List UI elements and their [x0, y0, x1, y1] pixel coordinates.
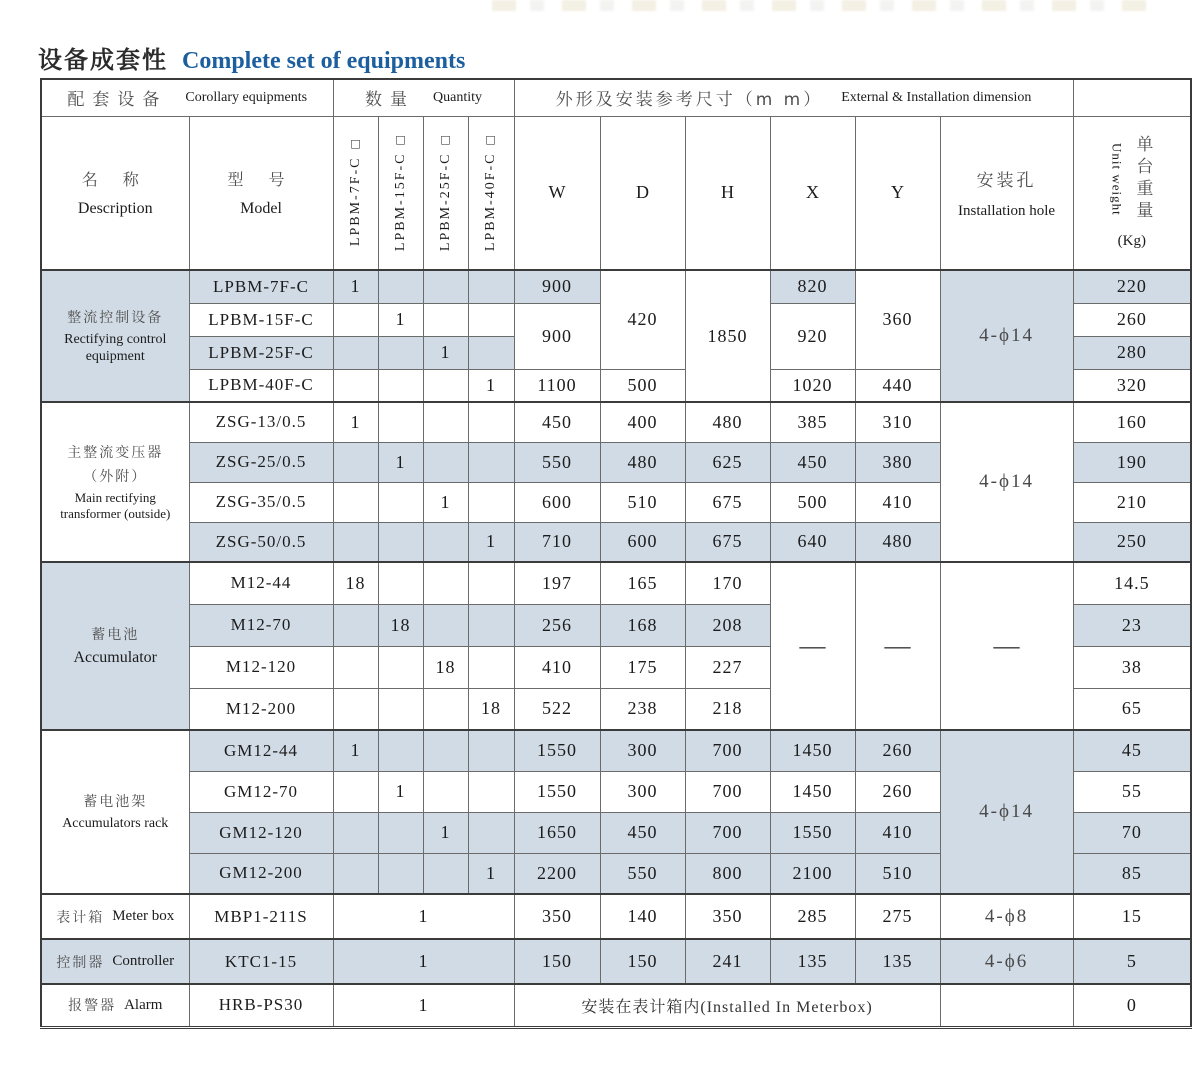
col-header-weight-en: Unit weight	[1109, 142, 1125, 216]
qty-cell: 1	[468, 853, 514, 894]
qty-cell: 1	[378, 771, 423, 812]
col-header-qty-lpbm40: LPBM-40F-C □	[468, 116, 514, 270]
dim-w-cell: 1550	[514, 771, 600, 812]
section-name-rack: 蓄电池架 Accumulators rack	[41, 730, 189, 894]
qty-cell: 1	[333, 939, 514, 984]
header-dimensions-en: External & Installation dimension	[841, 89, 1032, 105]
col-header-weight-unit: (Kg)	[1117, 233, 1146, 250]
qty-cell	[423, 442, 468, 482]
qty-cell	[423, 270, 468, 303]
model-cell: ZSG-50/0.5	[189, 522, 333, 562]
model-cell: HRB-PS30	[189, 984, 333, 1027]
col-header-qty-lpbm7: LPBM-7F-C □	[333, 116, 378, 270]
model-cell: LPBM-25F-C	[189, 336, 333, 369]
dim-d-cell: 510	[600, 482, 685, 522]
weight-cell: 260	[1073, 303, 1191, 336]
dim-x-cell: 2100	[770, 853, 855, 894]
dim-h-cell: 800	[685, 853, 770, 894]
weight-cell: 55	[1073, 771, 1191, 812]
dim-w-cell: 410	[514, 646, 600, 688]
dim-d-cell: 300	[600, 771, 685, 812]
dim-w-cell: 2200	[514, 853, 600, 894]
qty-cell	[423, 771, 468, 812]
qty-cell	[333, 369, 378, 402]
dim-w-cell: 710	[514, 522, 600, 562]
qty-cell: 1	[333, 894, 514, 939]
qty-cell	[378, 688, 423, 730]
model-cell: M12-200	[189, 688, 333, 730]
dim-y-cell: 440	[855, 369, 940, 402]
dim-d-cell: 168	[600, 604, 685, 646]
weight-cell: 15	[1073, 894, 1191, 939]
dim-d-cell: 600	[600, 522, 685, 562]
qty-cell	[333, 771, 378, 812]
dim-x-cell: 820	[770, 270, 855, 303]
qty-cell	[333, 303, 378, 336]
dim-x-cell: 385	[770, 402, 855, 442]
dim-y-cell: 260	[855, 730, 940, 771]
dim-h-cell: 675	[685, 482, 770, 522]
col-header-model-en: Model	[240, 200, 282, 218]
qty-cell: 18	[468, 688, 514, 730]
qty-cell	[333, 482, 378, 522]
qty-cell	[468, 646, 514, 688]
col-header-qty-lpbm25: LPBM-25F-C □	[423, 116, 468, 270]
dim-w-cell: 900	[514, 270, 600, 303]
dim-y-cell: 510	[855, 853, 940, 894]
qty-cell	[333, 688, 378, 730]
qty-cell	[468, 604, 514, 646]
col-header-weight-zh: 单台重量	[1132, 135, 1153, 224]
section-name-rectifying: 整流控制设备 Rectifying control equipment	[41, 270, 189, 402]
weight-cell: 250	[1073, 522, 1191, 562]
header-dimensions	[514, 79, 1073, 116]
alarm-install-note: 安装在表计箱内(Installed In Meterbox)	[514, 984, 940, 1027]
dim-y-cell: 360	[855, 270, 940, 369]
model-cell: LPBM-40F-C	[189, 369, 333, 402]
qty-cell	[423, 303, 468, 336]
dim-x-cell: 1450	[770, 771, 855, 812]
dim-h-cell: 480	[685, 402, 770, 442]
header-corollary	[41, 79, 333, 116]
qty-cell	[333, 604, 378, 646]
dim-w-cell: 150	[514, 939, 600, 984]
page-title	[38, 40, 465, 75]
model-cell: M12-70	[189, 604, 333, 646]
qty-cell	[423, 562, 468, 604]
qty-cell	[333, 522, 378, 562]
dim-x-dash: —	[770, 562, 855, 730]
qty-cell	[423, 688, 468, 730]
dim-y-cell: 410	[855, 812, 940, 853]
qty-cell: 1	[468, 369, 514, 402]
dim-d-cell: 175	[600, 646, 685, 688]
dim-x-cell: 1550	[770, 812, 855, 853]
qty-cell	[378, 270, 423, 303]
qty-cell	[423, 369, 468, 402]
weight-cell: 38	[1073, 646, 1191, 688]
page-title-en: Complete set of equipments	[182, 48, 466, 74]
hole-cell: 4-ϕ14	[940, 402, 1073, 562]
row-label-alarm: 报警器 Alarm	[41, 984, 189, 1027]
weight-cell: 320	[1073, 369, 1191, 402]
dim-w-cell: 522	[514, 688, 600, 730]
hole-cell: 4-ϕ14	[940, 730, 1073, 894]
model-cell: ZSG-25/0.5	[189, 442, 333, 482]
dim-w-cell: 450	[514, 402, 600, 442]
dim-y-cell: 410	[855, 482, 940, 522]
qty-cell	[468, 442, 514, 482]
qty-cell: 1	[378, 303, 423, 336]
header-weight-spacer	[1073, 79, 1191, 116]
header-quantity-en: Quantity	[433, 89, 483, 105]
qty-cell	[468, 812, 514, 853]
model-cell: GM12-120	[189, 812, 333, 853]
weight-cell: 5	[1073, 939, 1191, 984]
section-name-accumulator: 蓄电池 Accumulator	[41, 562, 189, 730]
qty-cell: 1	[333, 984, 514, 1027]
qty-cell	[333, 646, 378, 688]
dim-d-cell: 140	[600, 894, 685, 939]
dim-h-cell: 170	[685, 562, 770, 604]
dim-h-cell: 227	[685, 646, 770, 688]
dim-x-cell: 135	[770, 939, 855, 984]
dim-w-cell: 900	[514, 303, 600, 369]
weight-cell: 45	[1073, 730, 1191, 771]
dim-h-cell: 208	[685, 604, 770, 646]
weight-cell: 23	[1073, 604, 1191, 646]
dim-h-cell: 625	[685, 442, 770, 482]
qty-cell: 1	[423, 482, 468, 522]
weight-cell: 0	[1073, 984, 1191, 1027]
dim-x-cell: 450	[770, 442, 855, 482]
dim-w-cell: 1650	[514, 812, 600, 853]
qty-cell	[468, 771, 514, 812]
col-header-description	[41, 116, 189, 270]
dim-h-cell: 700	[685, 812, 770, 853]
col-header-description-en: Description	[77, 200, 153, 218]
col-header-w: W	[514, 116, 600, 270]
dim-w-cell: 1550	[514, 730, 600, 771]
qty-cell: 1	[378, 442, 423, 482]
model-cell: M12-44	[189, 562, 333, 604]
model-cell: GM12-70	[189, 771, 333, 812]
dim-w-cell: 197	[514, 562, 600, 604]
qty-cell	[378, 482, 423, 522]
qty-cell	[468, 730, 514, 771]
dim-h-cell: 241	[685, 939, 770, 984]
dim-x-cell: 1450	[770, 730, 855, 771]
section-name-transformer: 主整流变压器 （外附） Main rectifying transformer (outside)	[41, 402, 189, 562]
col-header-qty-lpbm15: LPBM-15F-C □	[378, 116, 423, 270]
dim-w-cell: 350	[514, 894, 600, 939]
col-header-d: D	[600, 116, 685, 270]
qty-cell	[378, 369, 423, 402]
dim-h-cell: 350	[685, 894, 770, 939]
dim-h-cell: 700	[685, 771, 770, 812]
dim-w-cell: 600	[514, 482, 600, 522]
header-dimensions-zh: 外形及安装参考尺寸（m m）	[555, 90, 824, 111]
hole-cell: 4-ϕ14	[940, 270, 1073, 402]
col-header-model	[189, 116, 333, 270]
col-header-hole	[940, 116, 1073, 270]
model-cell: LPBM-7F-C	[189, 270, 333, 303]
dim-d-cell: 300	[600, 730, 685, 771]
row-label-controller: 控制器 Controller	[41, 939, 189, 984]
qty-cell	[378, 646, 423, 688]
weight-cell: 190	[1073, 442, 1191, 482]
col-header-x: X	[770, 116, 855, 270]
qty-cell	[378, 522, 423, 562]
qty-cell	[468, 336, 514, 369]
qty-cell	[333, 853, 378, 894]
qty-cell	[468, 482, 514, 522]
model-cell: MBP1-211S	[189, 894, 333, 939]
dim-y-cell: 310	[855, 402, 940, 442]
dim-x-cell: 920	[770, 303, 855, 369]
qty-cell: 1	[333, 270, 378, 303]
dim-x-cell: 1020	[770, 369, 855, 402]
qty-cell	[423, 730, 468, 771]
dim-d-cell: 150	[600, 939, 685, 984]
qty-cell	[333, 336, 378, 369]
dim-h-cell: 675	[685, 522, 770, 562]
col-header-model-zh: 型 号	[227, 170, 295, 190]
weight-cell: 210	[1073, 482, 1191, 522]
page-title-zh: 设备成套性	[38, 46, 168, 74]
dim-d-cell: 420	[600, 270, 685, 369]
qty-cell	[468, 402, 514, 442]
dim-w-cell: 1100	[514, 369, 600, 402]
row-label-meterbox: 表计箱 Meter box	[41, 894, 189, 939]
cropped-header-remnant	[492, 0, 1152, 11]
qty-cell	[423, 402, 468, 442]
model-cell: LPBM-15F-C	[189, 303, 333, 336]
dim-x-cell: 640	[770, 522, 855, 562]
header-quantity	[333, 79, 514, 116]
qty-cell	[378, 336, 423, 369]
dim-y-cell: 380	[855, 442, 940, 482]
dim-d-cell: 238	[600, 688, 685, 730]
qty-cell: 1	[423, 812, 468, 853]
qty-cell	[468, 562, 514, 604]
dim-d-cell: 400	[600, 402, 685, 442]
model-cell: GM12-44	[189, 730, 333, 771]
qty-cell	[333, 442, 378, 482]
qty-cell: 1	[333, 402, 378, 442]
hole-cell: 4-ϕ8	[940, 894, 1073, 939]
dim-w-cell: 256	[514, 604, 600, 646]
qty-cell	[468, 303, 514, 336]
qty-cell: 18	[333, 562, 378, 604]
weight-cell: 70	[1073, 812, 1191, 853]
qty-cell	[378, 562, 423, 604]
header-corollary-en: Corollary equipments	[185, 89, 308, 105]
dim-d-cell: 165	[600, 562, 685, 604]
weight-cell: 160	[1073, 402, 1191, 442]
col-header-h: H	[685, 116, 770, 270]
dim-d-cell: 500	[600, 369, 685, 402]
dim-d-cell: 550	[600, 853, 685, 894]
qty-cell	[378, 853, 423, 894]
weight-cell: 220	[1073, 270, 1191, 303]
equipment-table	[40, 78, 1192, 1029]
model-cell: KTC1-15	[189, 939, 333, 984]
dim-y-dash: —	[855, 562, 940, 730]
qty-cell: 1	[423, 336, 468, 369]
qty-cell: 1	[468, 522, 514, 562]
qty-cell: 1	[333, 730, 378, 771]
col-header-description-zh: 名 称	[81, 170, 149, 190]
dim-h-cell: 700	[685, 730, 770, 771]
dim-y-cell: 480	[855, 522, 940, 562]
dim-w-cell: 550	[514, 442, 600, 482]
qty-cell	[378, 402, 423, 442]
model-cell: GM12-200	[189, 853, 333, 894]
qty-cell	[423, 853, 468, 894]
weight-cell: 280	[1073, 336, 1191, 369]
qty-cell	[333, 812, 378, 853]
col-header-hole-en: Installation hole	[958, 202, 1056, 219]
model-cell: ZSG-13/0.5	[189, 402, 333, 442]
qty-cell	[468, 270, 514, 303]
qty-cell	[423, 604, 468, 646]
col-header-y: Y	[855, 116, 940, 270]
qty-cell: 18	[378, 604, 423, 646]
dim-h-cell: 218	[685, 688, 770, 730]
col-header-weight	[1073, 116, 1191, 270]
qty-cell	[423, 522, 468, 562]
header-quantity-zh: 数量	[365, 90, 416, 111]
hole-cell	[940, 984, 1073, 1027]
dim-h-cell: 1850	[685, 270, 770, 402]
hole-dash: —	[940, 562, 1073, 730]
dim-x-cell: 285	[770, 894, 855, 939]
header-corollary-zh: 配套设备	[67, 90, 168, 111]
model-cell: M12-120	[189, 646, 333, 688]
weight-cell: 14.5	[1073, 562, 1191, 604]
qty-cell	[378, 812, 423, 853]
qty-cell: 18	[423, 646, 468, 688]
dim-x-cell: 500	[770, 482, 855, 522]
qty-cell	[378, 730, 423, 771]
weight-cell: 65	[1073, 688, 1191, 730]
dim-d-cell: 450	[600, 812, 685, 853]
col-header-hole-zh: 安装孔	[976, 170, 1037, 191]
model-cell: ZSG-35/0.5	[189, 482, 333, 522]
dim-y-cell: 135	[855, 939, 940, 984]
dim-d-cell: 480	[600, 442, 685, 482]
dim-y-cell: 275	[855, 894, 940, 939]
weight-cell: 85	[1073, 853, 1191, 894]
hole-cell: 4-ϕ6	[940, 939, 1073, 984]
dim-y-cell: 260	[855, 771, 940, 812]
